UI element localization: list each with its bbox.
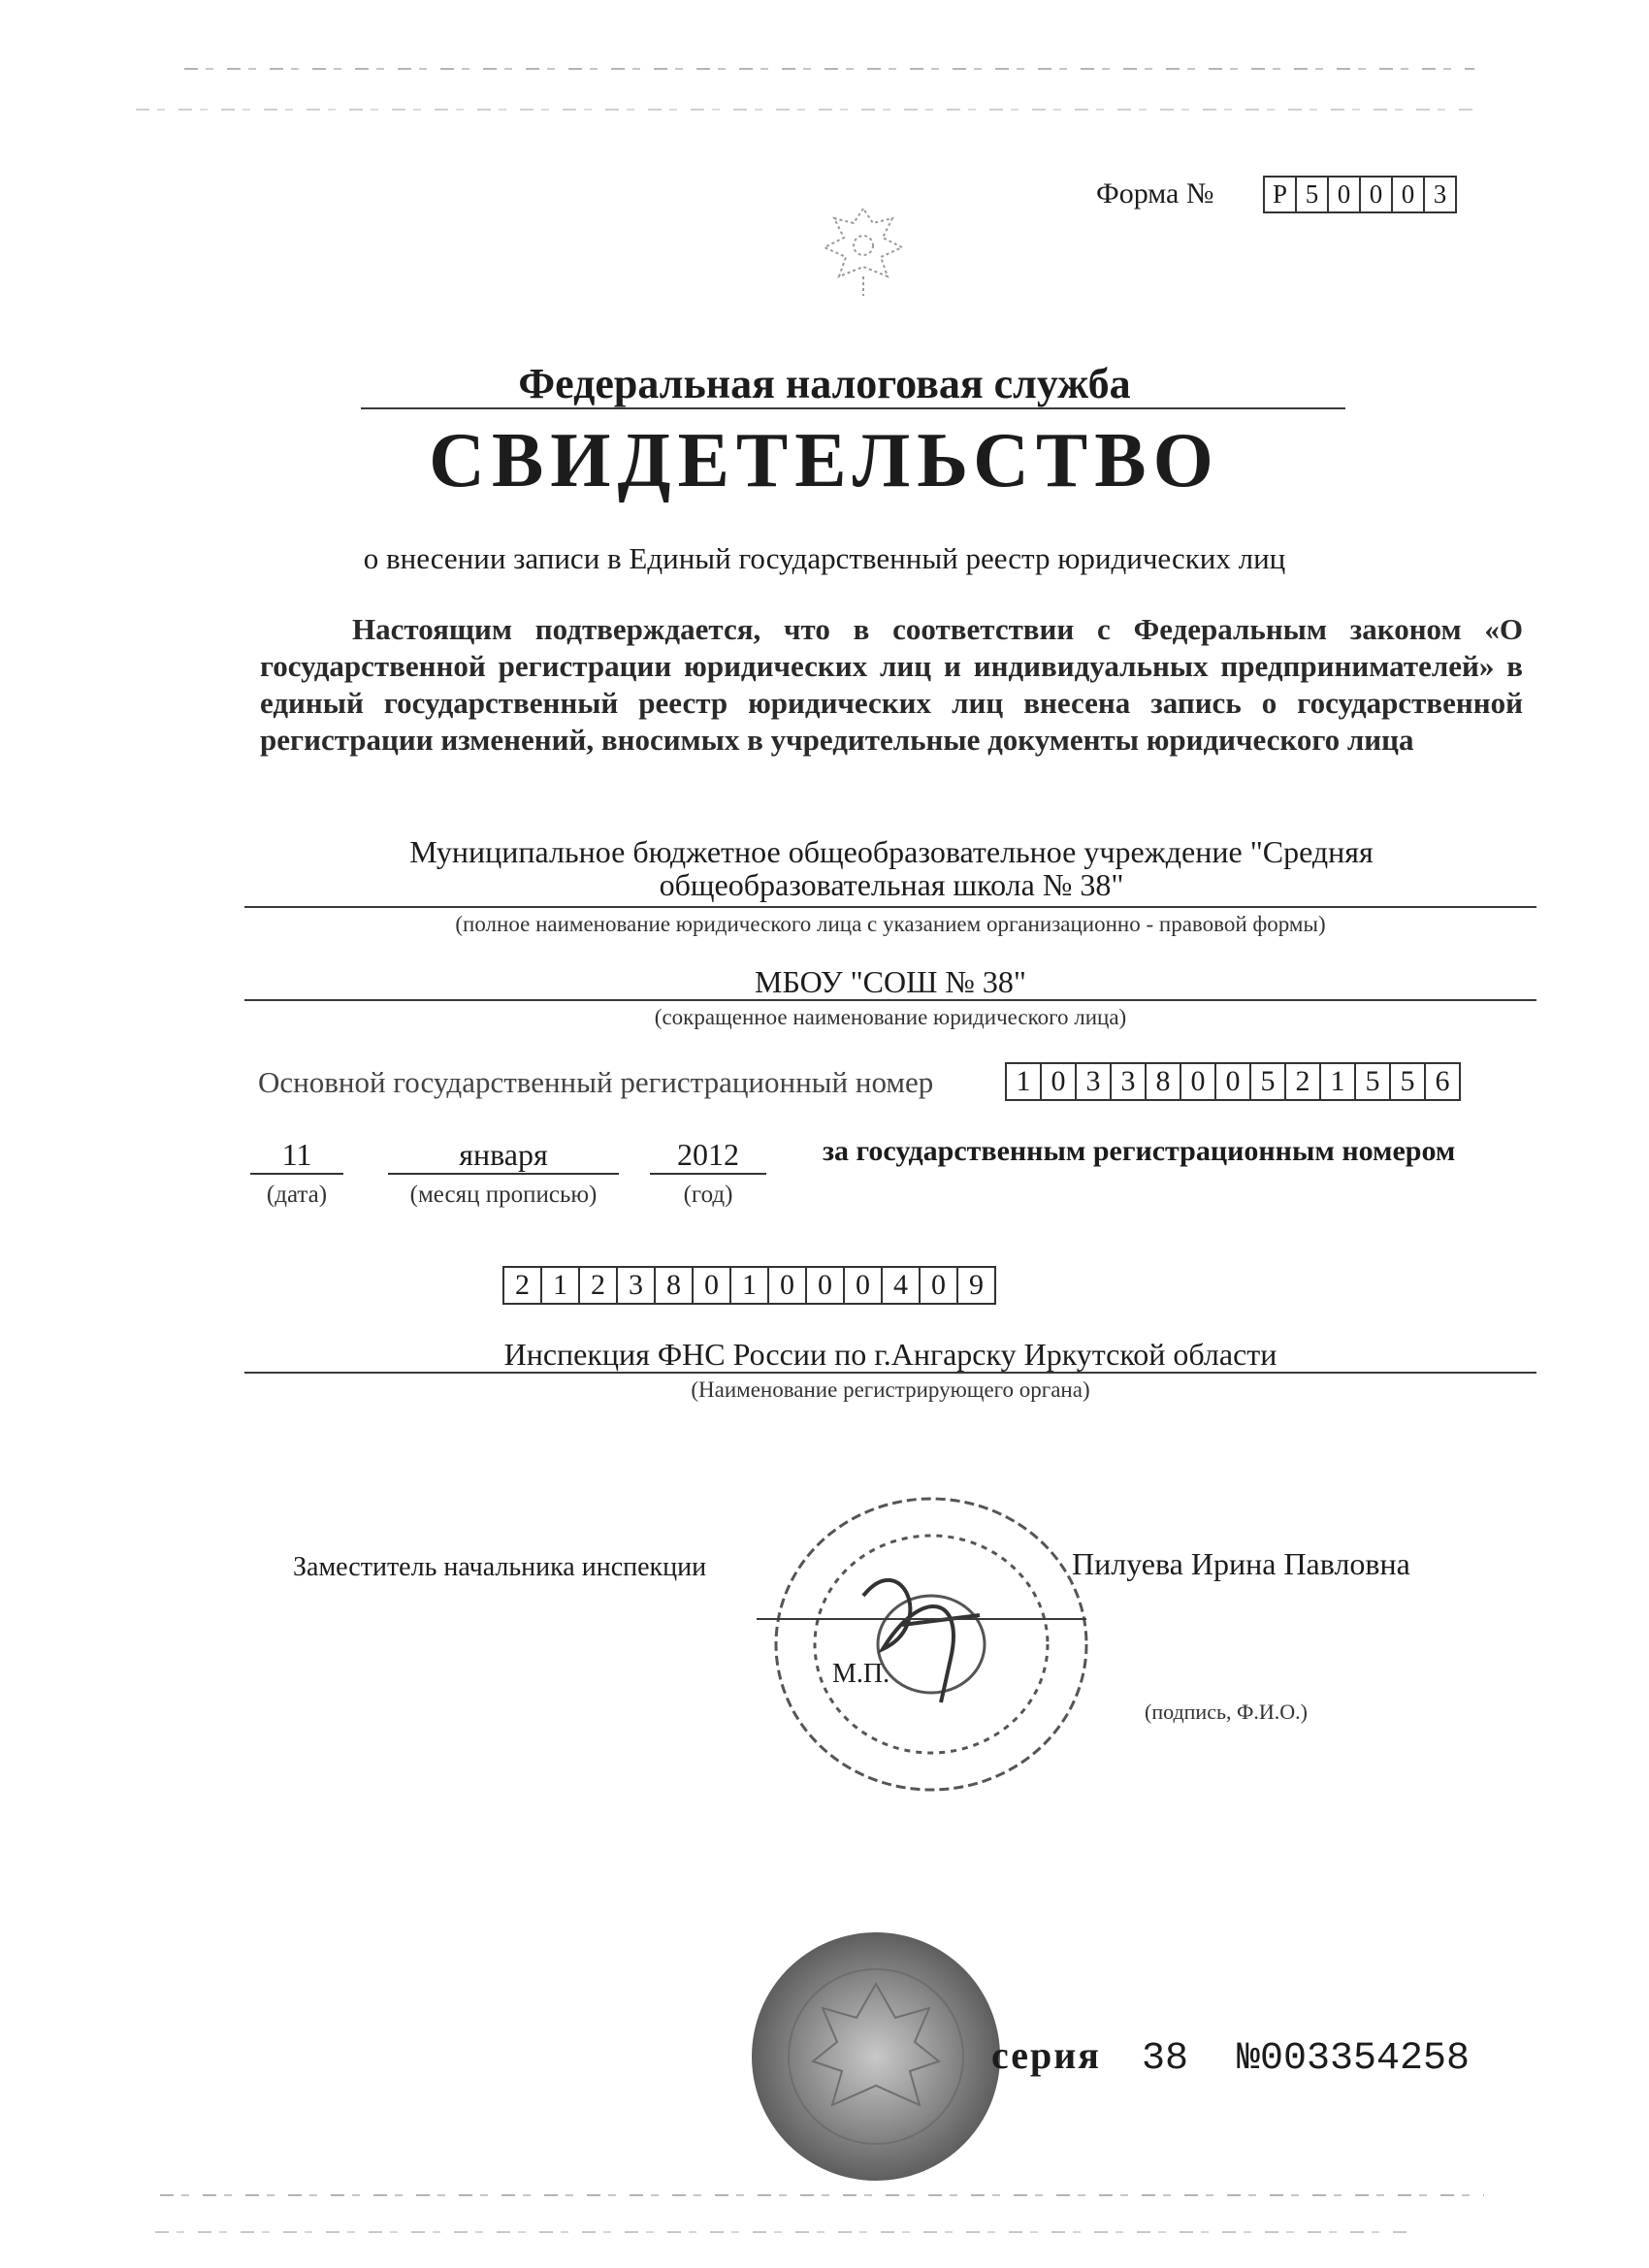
service-name: Федеральная налоговая служба: [518, 360, 1131, 407]
full-name-caption: (полное наименование юридического лица с указанием организационно - правовой формы): [455, 912, 1326, 936]
ogrn-digit: 2: [1286, 1064, 1321, 1099]
ogrn-digit: 5: [1356, 1064, 1391, 1099]
short-name-underline: [244, 999, 1536, 1001]
ogrn-digit: 5: [1391, 1064, 1426, 1099]
form-label: Форма №: [1096, 178, 1214, 210]
ogrn-digit: 1: [1007, 1064, 1042, 1099]
authority-underline: [244, 1372, 1536, 1374]
grn-digit: 0: [694, 1268, 731, 1303]
grn-digit: 1: [542, 1268, 580, 1303]
document-subtitle: о внесении записи в Единый государственный реестр юридических лиц: [363, 541, 1286, 575]
registration-number-label: за государственным регистрационным номером: [823, 1135, 1456, 1167]
ogrn-digit: 6: [1426, 1064, 1461, 1099]
grn-digit: 2: [580, 1268, 618, 1303]
authority-caption: (Наименование регистрирующего органа): [691, 1377, 1090, 1402]
short-name-caption: (сокращенное наименование юридического лица): [654, 1005, 1127, 1029]
form-code: [1263, 176, 1457, 213]
stamp-place-label: М.П.: [832, 1659, 890, 1689]
date-month-caption: (месяц прописью): [409, 1182, 598, 1208]
service-underline: [361, 407, 1345, 409]
date-day-caption: (дата): [266, 1182, 328, 1208]
document-title: СВИДЕТЕЛЬСТВО: [429, 418, 1220, 503]
grn-digit: 9: [958, 1268, 996, 1303]
ogrn-digit: 8: [1147, 1064, 1181, 1099]
form-code-cell: 3: [1425, 178, 1457, 211]
entity-short-name: МБОУ "СОШ № 38": [755, 964, 1026, 999]
grn-digit: 0: [921, 1268, 958, 1303]
signature-caption: (подпись, Ф.И.О.): [1145, 1700, 1308, 1724]
form-code-cell: 5: [1297, 178, 1329, 211]
ogrn-digit: 1: [1321, 1064, 1356, 1099]
series-number: 38: [1141, 2037, 1188, 2081]
series-label: серия: [991, 2033, 1101, 2077]
grn-digit: 0: [769, 1268, 807, 1303]
form-code-cell: 0: [1361, 178, 1393, 211]
blank-number: №003354258: [1236, 2037, 1470, 2081]
grn-digit: 2: [504, 1268, 542, 1303]
hologram-emblem-icon: [745, 1926, 1007, 2187]
grn-digit: 4: [883, 1268, 921, 1303]
form-code-cell: Р: [1265, 178, 1297, 211]
ogrn-digit: 0: [1042, 1064, 1077, 1099]
certification-paragraph: [260, 611, 1523, 759]
grn-digit: 1: [731, 1268, 769, 1303]
form-code-cell: 0: [1393, 178, 1425, 211]
scan-noise-top-2: [136, 109, 1474, 111]
authority-name: Инспекция ФНС России по г.Ангарску Иркутской области: [503, 1337, 1277, 1372]
scan-noise-bottom-2: [155, 2231, 1406, 2233]
ogrn-digit: 0: [1216, 1064, 1251, 1099]
date-day: 11: [250, 1137, 343, 1175]
entity-full-name-line2: общеобразовательная школа № 38": [659, 867, 1124, 902]
date-year: 2012: [650, 1137, 766, 1175]
blank-series: [991, 2032, 1470, 2081]
ogrn-digit: 3: [1077, 1064, 1112, 1099]
scan-noise-top: [184, 68, 1474, 70]
grn-digit: 8: [656, 1268, 694, 1303]
paragraph-text: Настоящим подтверждается, что в соответствии с Федеральным законом «О государственной регистрации юридических лиц и индивидуальных предпринимателей» в единый государственный реестр юридических лиц внесена запись о государственной регистрации изменений, вносимых в учредительные документы юридического лица: [260, 612, 1523, 757]
signer-name: Пилуева Ирина Павловна: [1072, 1546, 1410, 1581]
emblem-icon: [805, 199, 922, 306]
ogrn-digit: 3: [1112, 1064, 1147, 1099]
ogrn-label: Основной государственный регистрационный номер: [258, 1065, 934, 1099]
grn-digit: 0: [845, 1268, 883, 1303]
scan-noise-bottom: [160, 2194, 1484, 2196]
date-year-caption: (год): [683, 1182, 733, 1208]
grn-digit: 0: [807, 1268, 845, 1303]
signature-line: [757, 1618, 1086, 1620]
ogrn-number: [1005, 1062, 1461, 1101]
grn-number: [502, 1266, 996, 1305]
ogrn-digit: 5: [1251, 1064, 1286, 1099]
full-name-underline: [244, 906, 1536, 908]
form-code-cell: 0: [1329, 178, 1361, 211]
signer-position: Заместитель начальника инспекции: [293, 1552, 707, 1582]
entity-full-name-line1: Муниципальное бюджетное общеобразовательное учреждение "Средняя: [409, 834, 1374, 869]
date-month: января: [388, 1137, 619, 1175]
grn-digit: 3: [618, 1268, 656, 1303]
official-seal-icon: [757, 1479, 1106, 1809]
ogrn-digit: 0: [1181, 1064, 1216, 1099]
